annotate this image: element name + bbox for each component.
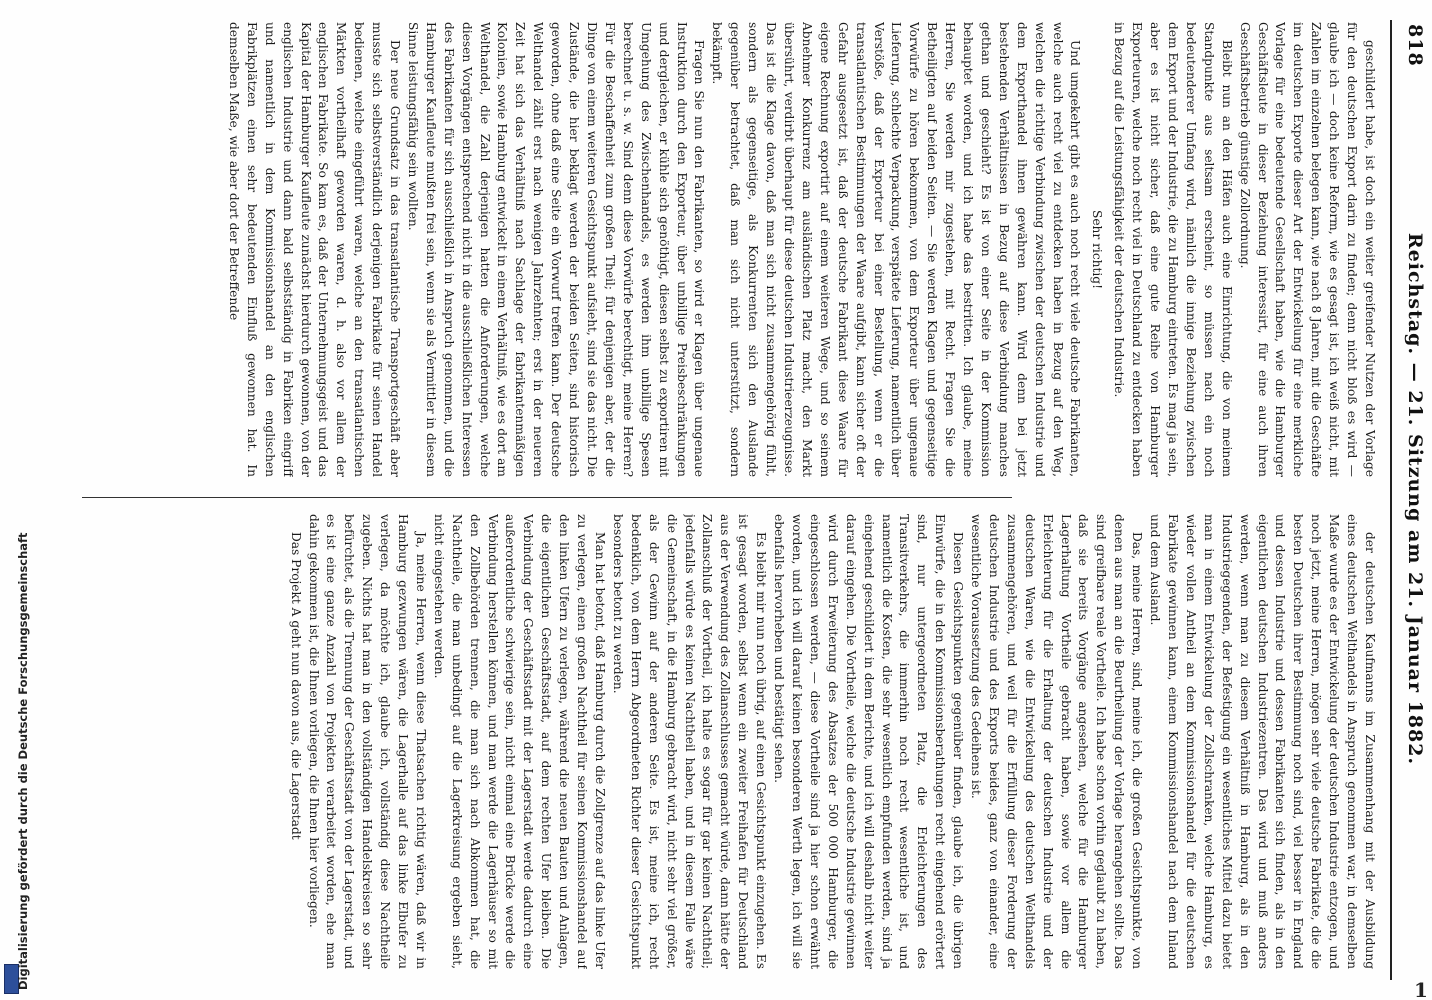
page-corner-mark: 1	[1414, 978, 1428, 1000]
paragraph: der deutschen Kaufmanns im Zusammenhang mit der Ausbildung eines deutschen Welthandels in Anspruch genommen war, in demselben Maße wurde es der Entwickelung der deutschen Industrie entzogen, und noch jetzt, meine Herren, mögen sehr viele deutsche Fabrikate, die die besten Deutschen ihrer Bestimmung noch sind, viel besser in England und dessen Industrie und dessen Fabrikanten sich finden, als in den eigentlichen deutschen Industriezentren. Das wird und muß anders werden, wenn man zu diesem Verhältniß in Hamburg, als in den Industriegegenden, der Befestigung ein wesentliches Mittel dazu bietet man in einem Entwickelung der Zollschranken, welche Hamburg, es wieder vollen Antheil an dem Kommissionshandel für die deutschen Fabrikate gewinnen kann, einem Kommissionshandel nach dem Inland und dem Ausland.	[1148, 514, 1377, 969]
paragraph: Das, meine Herren, sind, meine ich, die großen Gesichtspunkte, von denen aus man an die Beurtheilung der Vorlage herangehen sollte. Das sind greifbare reale Vortheile. Ich habe schon vorhin geglaubt zu haben, daß sie bereits Vorgänge angesehen, welche für die Hamburger Lagerhaltung Vortheile gebracht haben, sowie vor allem die Erleichterung für die Erhaltung der deutschen Industrie und der deutschen Waren, wie die Entwickelung des deutschen Welthandels zusammengehören, und weil für die Erfüllung dieser Forderung der deutschen Industrie und des Exports beides, ganz von einander, eine wesentliche Voraussetzung des Gedeihens ist.	[969, 514, 1145, 969]
interjection: Sehr richtig!	[1090, 209, 1105, 289]
paragraph: Das Projekt A geht nun davon aus, die Lagerstadt	[288, 532, 303, 840]
paragraph: geschildert habe, ist doch ein weiter greifender Nutzen der Vorlage für den deutschen Export darin zu finden; denn nicht bloß es wird — glaube ich — doch keine Reform, wie es gesagt ist, ich weiß nicht, mit Zahlen im einzelnen belegen kann, wie nach 8 Jahren, mit die Geschäfte im deutschen Exporte dieser Art der Entwickelung für eine merkliche Vorlage für eine bedeutende Gesellschaft haben, wie die Hamburger Geschäftsleute in dieser Beziehung interessirt, für eine auch ihren Geschäftsbetrieb günstige Zollordnung.	[1237, 22, 1377, 477]
paragraph: Bleibt nun an den Häfen auch eine Einrichtung, die von meinem Standpunkte aus seltsam erscheint, so müssen nach ein noch bedeutenderer Umfang wird, nämlich die innige Beziehung zwischen dem Export und der Industrie, die zu Hamburg eintreten. Es mag ja sein, aber es ist nicht sicher, daß eine gute Reihe von Hamburger Exporteuren, welche noch recht viel in Deutschland zu entdecken haben in Bezug auf die Leistungsfähigkeit der deutschen Industrie.	[1112, 22, 1234, 477]
paragraph: Der neue Grundsatz in das transatlantische Transportgeschäft aber musste sich selbstverständlich derjenigen Fabrikate für seinen Handel bedienen, welche eingeführt waren, welche an den transatlantischen Märkten vortheilhaft geworden waren, d. h. also vor allem der englischen Fabrikate. So kam es, daß der Unternehmungsgeist und das Kapital der Hamburger Kaufleute zunächst hierdurch gewonnen, von der englischen Industrie und dann bald selbstständig in Fabriken eingriff und namentlich in dem Kommissionshandel an den englischen Fabrikplätzen einen sehr bedeutenden Einfluß gewonnen hat. In demselben Maße, wie aber dort der Betreffende	[226, 22, 403, 477]
right-column	[78, 514, 1378, 969]
column-divider	[82, 497, 1012, 498]
paragraph: Es bleibt mir nun noch übrig, auf einen Gesichtspunkt einzugehen. Es ist gesagt worden, selbst wenn ein zweiter Freihafen für Deutschland aus der Verwendung des Zollanschlusses gemacht würde, dann hätte der Zollanschluß der Vortheil, ich halte es sogar für gar keinen Nachtheil; jedenfalls würde es keinen Nachtheil haben, und in diesem Falle wäre die Gemeinschaft, in die Hamburg gebracht wird, nicht sehr viel größer, als der Gewinn auf der anderen Seite. Es ist, meine ich, recht bedenklich, von dem Herrn Abgeordneten Richter dieser Gesichtspunkt besonders betont zu werden.	[610, 514, 769, 969]
paragraph: Und umgekehrt gibt es auch noch recht viele deutsche Fabrikanten, welche auch recht viel zu entdecken haben in Bezug auf den Weg, welchen die richtige Verbindung zwischen der deutschen Industrie und dem Exporthandel ihnen gewähren kann. Wird denn bei jetzt bestehenden Verhältnissen in Bezug auf diese Verbindung manches gethan und geschieht? Es ist von einer Seite in der Kommission behauptet worden, und ich habe das bestritten. Ich glaube, meine Herren, Sie werden mir zugestehen, mit Recht. Fragen Sie die Betheiligten auf beiden Seiten. — Sie werden Klagen und gegenseitige Vorwürfe zu hören bekommen, von dem Exporteur über ungenaue Lieferung, schlechte Verpackung, verspätete Lieferung, namentlich über Verstöße, daß der Exporteur bei einer Bestellung, wenn er die transatlantischen Bestimmungen der Waare aufgibt, kann sicher oft der Gefahr ausgesetzt ist, daß der deutsche Fabrikant diese Waare für eigene Rechnung exportirt auf einem weiteren Wege, und so seinem Abnehmer Konkurrenz am ausländischen Platz macht, den Markt übersührt, verdirbt überhaupt für diese deutschen Industrieerzeugnisse. Das ist die Klage davon, daß man sich nicht zusammengehörig fühlt, sondern als gegenseitige, als Konkurrenten sich den Auslande gegenüber betrachtet, daß man sich nicht unterstützt, sondern bekämpft.	[710, 22, 1083, 477]
paragraph: Diesen Gesichtspunkten gegenüber finden, glaube ich, die übrigen Einwürfe, die in den Kommissionsberathungen recht eingehend erörtert sind, nur untergeordneten Platz, die Erleichterungen des Transitverkehrs, die immerhin noch recht wesentliche ist, und namentlich die Kosten, die sehr wesentlich empfunden werden, sind ja eingehend geschildert in dem Berichte, und ich will deshalb nicht weiter darauf eingehen. Die Vortheile, welche die deutsche Industrie gewinnen wird durch Erweiterung des Absatzes der 500 000 Hamburger, die eingeschlossen werden, — diese Vortheile sind ja hier schon erwähnt worden, und ich will darauf keinen besonderen Werth legen, ich will sie ebenfalls hervorheben und bestätigt sehen.	[772, 514, 966, 969]
paragraph: Man hat betont, daß Hamburg durch die Zollgrenze auf das linke Ufer zu verlegen, einen großen Nachtheil für seinen Kommissionshandel auf den linken Ufern zu verlegen, während die neuen Bauten und Anlagen, die eigentlichen Geschäftsstadt, auf dem rechten Ufer bleiben. Die Verbindung der Geschäftsstadt mit der Lagerstadt werde dadurch eine außerordentliche schwierige sein, nicht einmal eine Brücke werde die Verbindung herstellen können, und man werde die Lagerhäuser so mit den Zollbehörden trennen, die man sich nach Abkommen hat, die Nachtheile, die man unbedingt auf die Lagerkreisung ergeben sieht, nicht eingestehen werden.	[431, 514, 608, 969]
digitization-footer	[0, 0, 30, 1000]
page-number: 818	[1404, 24, 1426, 67]
page-title: Reichstag. — 21. Sitzung am 21. Januar 1882.	[1404, 232, 1426, 766]
paragraph: Fragen Sie nun den Fabrikanten, so wird er Klagen über ungenaue Instruktion durch den Exporteur, über unbillige Preisbeschränkungen und dergleichen, er kühle sich genöthigt, diesen selbst zu exportiren mit Umgehung des Zwischenhandels, es werden ihm unbillige Spesen berechnet u. s. w. Sind denn diese Vorwürfe berechtigt, meine Herren? Für die Beschaffenheit zum großen Theil; für denjenigen aber, der die Dinge von einem weiteren Gesichtspunkt aufsieht, sind sie das nicht. Die Zustände, die hier beklagt werden der beiden Seiten, sind historisch geworden, ohne daß eine Seite ein Vorwurf treffen kann. Der deutsche Welthandel zählt erst nach wenigen Jahrzehnten; erst in der neueren Zeit hat sich das Verhältniß nach Sachlage der fabrikantenmäßigen Kolonien, sowie Hamburg entwickelt in einem Verhältniß, wie es dort am Welthandel, die Zahl derjenigen hatten die Anforderungen, welche diesen Vorgängen entsprechend nicht in die ausschließlichen Interessen des Fabrikanten für sich ausschließlich in Anspruch genommen, und die Hamburger Kaufleute mußten frei sein, wenn sie als Vermittler in diesem Sinne leistungsfähig sein wollten.	[405, 22, 707, 477]
page-header	[1398, 24, 1432, 974]
left-column	[78, 22, 1378, 477]
digitization-credit: Digitalisierung gefördert durch die Deutsche Forschungsgemeinschaft	[16, 532, 30, 990]
paragraph: Ja, meine Herren, wenn diese Thatsachen richtig wären, daß wir in Hamburg gezwungen wären, die Lagerhalle auf das linke Elbufer zu verlegen, da möchte ich, glaube ich, vollständig diese Nachtheile zugeben. Nichts hat man in den vollständigen Handelskreisen so sehr befürchtet, als die Trennung der Geschäftsstadt von der Lagerstadt, und es ist eine ganze Anzahl von Projekten verarbeitet worden, ehe man dahin gekommen ist, die Ihnen vorliegen, die Ihnen hier vorliegen.	[306, 514, 428, 969]
header-rule	[1390, 20, 1392, 980]
rotated-page-content	[70, 0, 1432, 1000]
